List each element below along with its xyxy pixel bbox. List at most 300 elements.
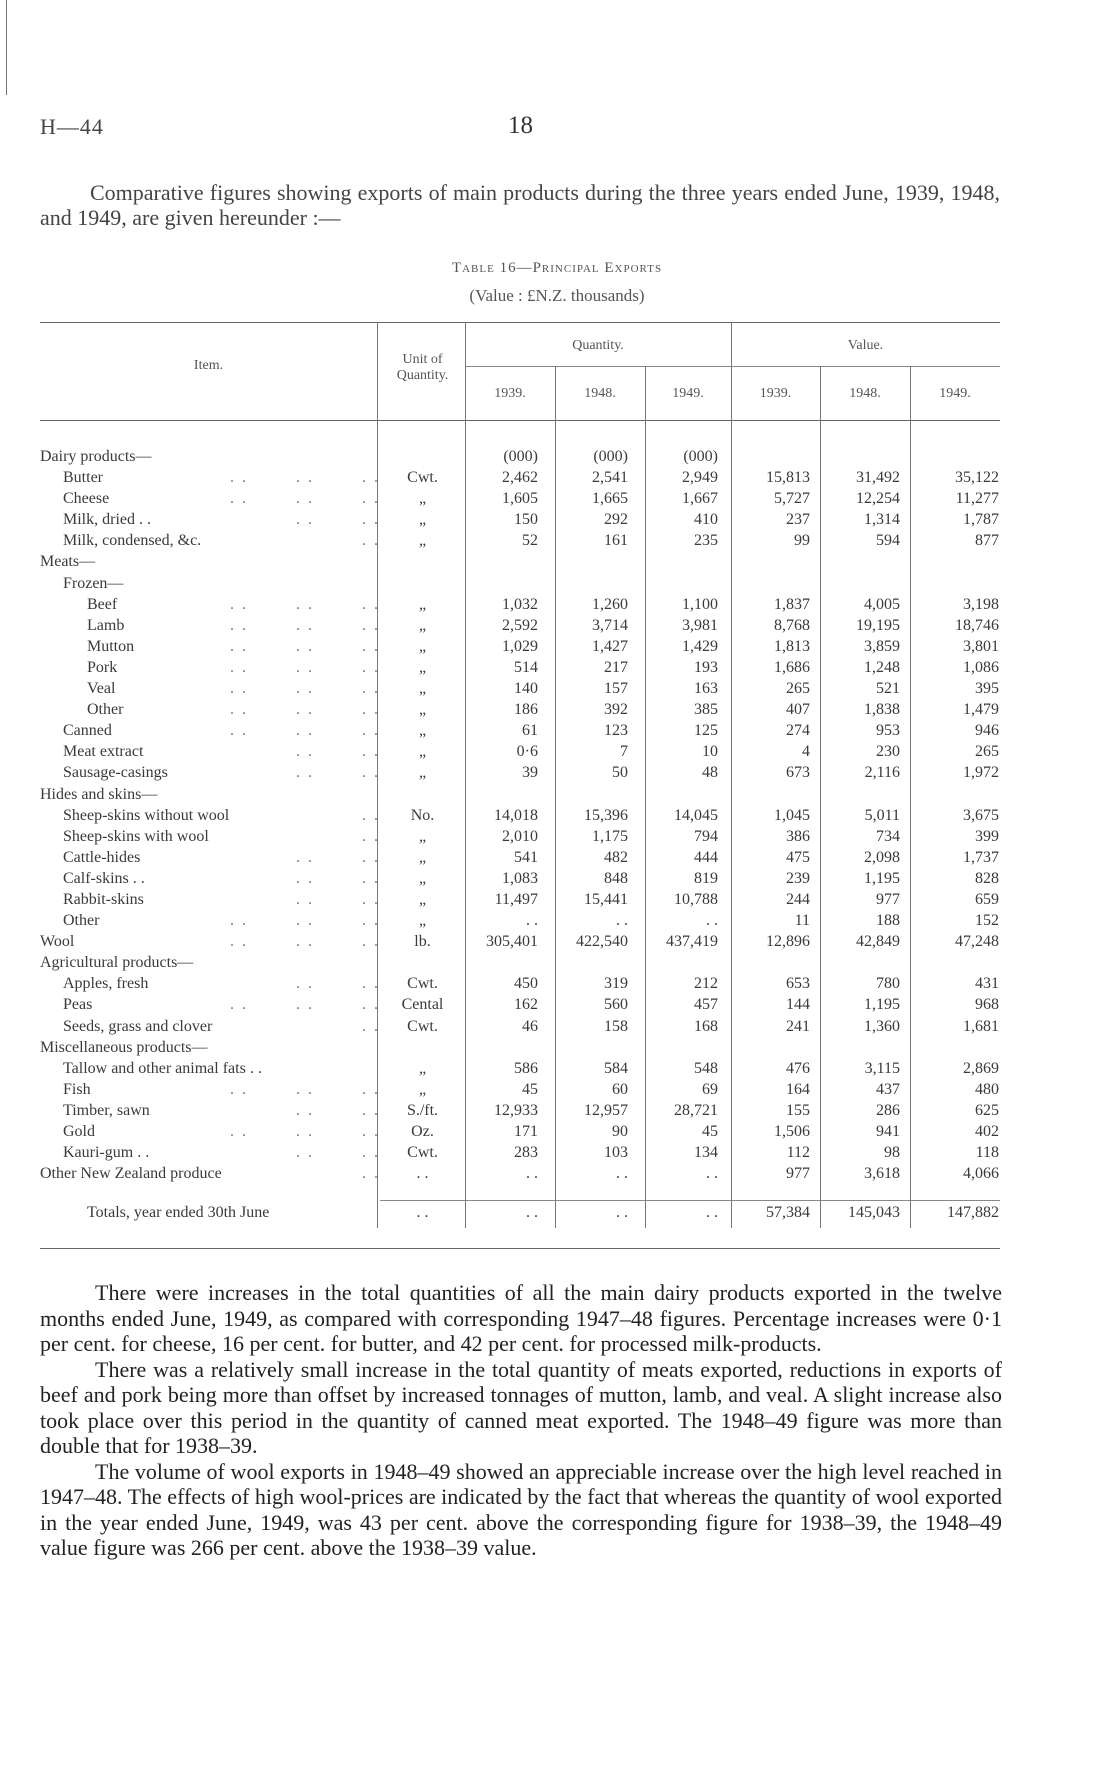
row-value-1939: 5,727	[774, 490, 810, 508]
row-value-1949: 1,681	[963, 1017, 999, 1035]
row-quantity-1948: 482	[604, 848, 628, 866]
row-value-1948: 19,195	[856, 616, 900, 634]
row-item: Other	[87, 701, 124, 719]
row-value-1939: 977	[786, 1165, 810, 1183]
row-quantity-1949: 163	[694, 680, 718, 698]
row-quantity-1948: 1,175	[592, 827, 628, 845]
header-unit: Unit of Quantity.	[396, 352, 449, 383]
row-value-1949: 1,479	[963, 701, 999, 719]
row-value-1948: 437	[876, 1080, 900, 1098]
row-item: Cattle-hides	[63, 848, 141, 866]
row-value-1939: 386	[786, 827, 810, 845]
table-row	[40, 446, 1000, 467]
table-row	[40, 868, 1000, 889]
row-value-1939: 8,768	[774, 616, 810, 634]
row-quantity-1949: 48	[702, 764, 718, 782]
row-quantity-1948: 1,260	[592, 595, 628, 613]
row-leader-dots: . . . . . .	[230, 595, 380, 613]
row-value-1949: 118	[975, 1144, 999, 1162]
header-quantity: Quantity.	[572, 338, 624, 353]
table-subtitle: (Value : £N.Z. thousands)	[469, 286, 645, 305]
header-year: 1948.	[584, 386, 616, 401]
row-quantity-1939: 450	[514, 975, 538, 993]
row-quantity-1939: 2,462	[502, 469, 538, 487]
row-value-1948: 1,838	[864, 701, 900, 719]
page-number: 18	[508, 112, 533, 139]
row-quantity-1948: 15,441	[584, 890, 628, 908]
row-value-1939: 1,506	[774, 1123, 810, 1140]
row-item: Sausage-casings	[63, 764, 168, 782]
row-item: Seeds, grass and clover	[63, 1017, 213, 1035]
table-top-rule	[40, 322, 1000, 323]
row-value-1949: 431	[975, 975, 999, 993]
row-item: Butter	[63, 469, 103, 487]
row-leader-dots: . . . . . .	[230, 996, 380, 1014]
row-quantity-1939: 586	[514, 1059, 538, 1077]
table-row	[40, 1016, 1000, 1037]
margin-rule	[6, 0, 7, 95]
row-value-1939: 653	[786, 975, 810, 993]
row-quantity-1939: 1,029	[502, 637, 538, 655]
row-unit: lb.	[414, 933, 431, 951]
table-row	[40, 509, 1000, 530]
row-quantity-1939: . .	[526, 912, 538, 930]
row-leader-dots: . . . .	[296, 869, 380, 887]
table-row	[40, 1163, 1000, 1184]
row-quantity-1949: 193	[694, 658, 718, 676]
totals-rule	[380, 1200, 1000, 1201]
table-row	[40, 699, 1000, 720]
row-quantity-1948: 60	[612, 1080, 628, 1098]
row-quantity-1949: 410	[694, 511, 718, 529]
row-leader-dots: . . . . . .	[230, 701, 380, 719]
row-value-1939: 164	[786, 1080, 810, 1098]
row-value-1949: 152	[975, 912, 999, 930]
row-quantity-1939: 150	[514, 511, 538, 529]
row-quantity-1948: 319	[604, 975, 628, 993]
totals-q49: . .	[706, 1204, 718, 1221]
table-row	[40, 594, 1000, 615]
row-leader-dots: . . . .	[296, 1144, 380, 1162]
table-row	[40, 720, 1000, 741]
row-quantity-1939: 1,032	[502, 595, 538, 613]
row-value-1949: 877	[975, 532, 999, 550]
row-item: Other	[63, 912, 100, 930]
row-value-1948: 3,115	[864, 1059, 900, 1077]
row-quantity-1939: 39	[522, 764, 538, 782]
row-value-1948: 734	[876, 827, 900, 845]
table-row	[40, 657, 1000, 678]
row-quantity-1939: (000)	[503, 448, 538, 465]
table-row	[40, 1058, 1000, 1079]
row-value-1948: 5,011	[864, 806, 900, 824]
row-unit: „	[418, 595, 427, 613]
row-value-1948: 3,618	[864, 1165, 900, 1183]
table-row	[40, 1121, 1000, 1142]
row-item: Dairy products—	[40, 448, 152, 465]
row-quantity-1948: 161	[604, 532, 628, 550]
row-value-1939: 1,813	[774, 637, 810, 655]
row-quantity-1949: 125	[694, 722, 718, 740]
row-unit: Cwt.	[407, 469, 438, 487]
row-value-1948: 2,116	[864, 764, 900, 782]
row-value-1939: 1,686	[774, 658, 810, 676]
row-quantity-1949: 14,045	[674, 806, 718, 824]
row-unit: „	[418, 743, 427, 761]
row-quantity-1948: 217	[604, 658, 628, 676]
row-leader-dots: . . . . . .	[230, 658, 380, 676]
row-value-1949: 1,972	[963, 764, 999, 782]
row-quantity-1948: 292	[604, 511, 628, 529]
row-item: Milk, dried . .	[63, 511, 151, 529]
row-item: Sheep-skins with wool	[63, 827, 209, 845]
totals-q39: . .	[526, 1204, 538, 1221]
table-row	[40, 636, 1000, 657]
row-value-1949: 659	[975, 890, 999, 908]
row-quantity-1939: 46	[522, 1017, 538, 1035]
row-value-1939: 112	[786, 1144, 810, 1162]
row-quantity-1948: 848	[604, 869, 628, 887]
table-row	[40, 741, 1000, 762]
row-quantity-1948: . .	[616, 912, 628, 930]
row-quantity-1949: 444	[694, 848, 718, 866]
row-quantity-1948: 422,540	[576, 933, 628, 951]
row-quantity-1949: 134	[694, 1144, 718, 1162]
table-row	[40, 1142, 1000, 1163]
row-value-1948: 1,248	[864, 658, 900, 676]
totals-q48: . .	[616, 1204, 628, 1221]
row-value-1949: 18,746	[955, 616, 999, 634]
row-quantity-1949: 28,721	[674, 1101, 718, 1119]
row-value-1948: 1,360	[864, 1017, 900, 1035]
row-leader-dots: . .	[362, 806, 380, 824]
row-quantity-1949: . .	[706, 1165, 718, 1183]
row-value-1949: 3,198	[963, 595, 999, 613]
row-item: Calf-skins . .	[63, 869, 145, 887]
row-quantity-1948: 7	[620, 743, 628, 761]
row-item: Milk, condensed, &c.	[63, 532, 202, 550]
totals-row	[40, 1204, 1000, 1228]
row-value-1948: 1,195	[864, 869, 900, 887]
row-leader-dots: . . . .	[296, 1101, 380, 1119]
intro-paragraph: Comparative figures showing exports of main products during the three years ended June, 1939, 1948, and 1949, are given hereunder :—	[40, 180, 1000, 230]
row-value-1939: 673	[786, 764, 810, 782]
row-quantity-1939: 541	[514, 848, 538, 866]
header-year: 1939.	[759, 386, 792, 401]
row-value-1948: 3,859	[864, 637, 900, 655]
row-quantity-1949: 168	[694, 1017, 718, 1035]
row-quantity-1949: 548	[694, 1059, 718, 1077]
row-value-1949: 625	[975, 1101, 999, 1119]
row-quantity-1939: 514	[514, 658, 538, 676]
row-unit: „	[418, 658, 427, 676]
row-value-1939: 4	[802, 743, 810, 761]
row-quantity-1948: 584	[604, 1059, 628, 1077]
row-leader-dots: . . . . . .	[230, 616, 380, 634]
row-item: Other New Zealand produce	[40, 1165, 222, 1183]
row-quantity-1949: 385	[694, 701, 718, 719]
table-row	[40, 530, 1000, 551]
row-value-1939: 265	[786, 680, 810, 698]
row-quantity-1949: 437,419	[666, 933, 718, 951]
row-unit: „	[418, 490, 427, 508]
row-quantity-1939: 140	[514, 680, 538, 698]
totals-v48: 145,043	[848, 1204, 900, 1221]
paragraph: The volume of wool exports in 1948–49 showed an appreciable increase over the high level reached in 1947–48. The effects of high wool-prices are indicated by the fact that whereas the quantity of wool exported in the year ended June, 1949, was 43 per cent. above the corresponding figure for 1938–39, the 1948–49 value figure was 266 per cent. above the 1938–39 value.	[40, 1458, 1002, 1560]
row-unit: Cwt.	[407, 1144, 438, 1162]
row-quantity-1949: 794	[694, 827, 718, 845]
row-quantity-1939: 283	[514, 1144, 538, 1162]
table-row	[40, 784, 1000, 805]
row-item: Beef	[87, 595, 118, 613]
row-quantity-1949: 45	[702, 1123, 718, 1140]
row-quantity-1949: 69	[702, 1080, 718, 1098]
row-item: Lamb	[87, 616, 125, 634]
row-item: Fish	[63, 1080, 91, 1098]
row-value-1949: 1,737	[963, 848, 999, 866]
row-quantity-1949: 212	[694, 975, 718, 993]
row-leader-dots: . . . .	[296, 890, 380, 908]
row-quantity-1948: 392	[604, 701, 628, 719]
row-item: Timber, sawn	[63, 1101, 150, 1119]
row-item: Kauri-gum . .	[63, 1144, 150, 1162]
row-item: Mutton	[87, 637, 135, 655]
row-leader-dots: . . . .	[296, 511, 380, 529]
row-value-1948: 188	[876, 912, 900, 930]
row-unit: „	[418, 511, 427, 529]
row-value-1948: 594	[876, 532, 900, 550]
row-value-1939: 144	[786, 996, 810, 1014]
totals-v39: 57,384	[766, 1204, 810, 1221]
row-value-1939: 244	[786, 890, 810, 908]
row-value-1949: 3,675	[963, 806, 999, 824]
row-quantity-1948: 103	[604, 1144, 628, 1162]
row-quantity-1949: 1,100	[682, 595, 718, 613]
row-leader-dots: . . . . . .	[230, 490, 380, 508]
row-value-1939: 476	[786, 1059, 810, 1077]
row-value-1949: 4,066	[963, 1165, 999, 1183]
table-row	[40, 678, 1000, 699]
row-quantity-1949: 457	[694, 996, 718, 1014]
row-value-1939: 11	[794, 912, 810, 930]
table-row	[40, 889, 1000, 910]
row-item: Wool	[40, 933, 75, 951]
row-unit: „	[418, 890, 427, 908]
row-leader-dots: . . . . . .	[230, 1123, 380, 1140]
row-quantity-1949: 2,949	[682, 469, 718, 487]
row-value-1949: 480	[975, 1080, 999, 1098]
row-value-1948: 941	[876, 1123, 900, 1140]
row-quantity-1949: 10	[702, 743, 718, 761]
paragraph: There was a relatively small increase in the total quantity of meats exported, reductions in exports of beef and pork being more than offset by increased tonnages of mutton, lamb, and veal. A slight increase also took place over this period in the quantity of canned meat exported. The 1948–49 figure was more than double that for 1938–39.	[40, 1356, 1002, 1458]
row-unit: „	[418, 912, 427, 930]
table-row	[40, 488, 1000, 509]
table-row	[40, 762, 1000, 783]
row-unit: . .	[416, 1165, 429, 1183]
row-value-1939: 1,837	[774, 595, 810, 613]
row-value-1948: 780	[876, 975, 900, 993]
row-quantity-1949: 235	[694, 532, 718, 550]
row-leader-dots: . . . . . .	[230, 933, 380, 951]
row-quantity-1948: 3,714	[592, 616, 628, 634]
table-row	[40, 847, 1000, 868]
row-value-1949: 828	[975, 869, 999, 887]
table-row	[40, 994, 1000, 1015]
table-bottom-rule	[40, 1248, 1000, 1249]
header-bottom-rule	[40, 420, 1000, 421]
row-item: Apples, fresh	[63, 975, 149, 993]
row-quantity-1948: 1,665	[592, 490, 628, 508]
row-quantity-1949: 819	[694, 869, 718, 887]
row-quantity-1948: . .	[616, 1165, 628, 1183]
row-unit: „	[418, 764, 427, 782]
row-quantity-1939: 1,605	[502, 490, 538, 508]
row-value-1948: 98	[884, 1144, 900, 1162]
row-value-1948: 953	[876, 722, 900, 740]
row-value-1949: 946	[975, 722, 999, 740]
row-item: Hides and skins—	[40, 785, 158, 803]
row-quantity-1948: 158	[604, 1017, 628, 1035]
table-row	[40, 910, 1000, 931]
body-text	[40, 1280, 1002, 1561]
row-quantity-1939: 171	[514, 1123, 538, 1140]
row-quantity-1939: 45	[522, 1080, 538, 1098]
table-row	[40, 973, 1000, 994]
row-quantity-1949: 1,429	[682, 637, 718, 655]
row-quantity-1948: 560	[604, 996, 628, 1014]
row-quantity-1948: 15,396	[584, 806, 628, 824]
row-value-1939: 274	[786, 722, 810, 740]
row-item: Meats—	[40, 553, 96, 571]
row-leader-dots: . . . .	[296, 975, 380, 993]
row-leader-dots: . .	[362, 532, 380, 550]
table-row	[40, 931, 1000, 952]
row-unit: „	[418, 680, 427, 698]
row-value-1948: 286	[876, 1101, 900, 1119]
row-unit: No.	[410, 806, 435, 824]
row-unit: „	[418, 701, 427, 719]
row-value-1948: 31,492	[856, 469, 900, 487]
row-item: Agricultural products—	[40, 954, 194, 972]
row-value-1939: 99	[794, 532, 810, 550]
row-leader-dots: . . . . . .	[230, 680, 380, 698]
table-title: Table 16—Principal Exports	[451, 260, 663, 276]
row-quantity-1948: 157	[604, 680, 628, 698]
row-quantity-1939: 186	[514, 701, 538, 719]
row-value-1949: 1,787	[963, 511, 999, 529]
table-row	[40, 551, 1000, 572]
row-item: Gold	[63, 1123, 95, 1140]
row-leader-dots: . . . .	[296, 848, 380, 866]
row-quantity-1948: 1,427	[592, 637, 628, 655]
row-quantity-1949: . .	[706, 912, 718, 930]
row-unit: „	[418, 616, 427, 634]
table-row	[40, 615, 1000, 636]
row-quantity-1939: 305,401	[486, 933, 538, 951]
row-leader-dots: . . . . . .	[230, 1080, 380, 1098]
table-row	[40, 952, 1000, 973]
header-item: Item.	[193, 358, 224, 373]
row-value-1939: 407	[786, 701, 810, 719]
row-value-1948: 977	[876, 890, 900, 908]
row-value-1949: 3,801	[963, 637, 999, 655]
row-quantity-1948: (000)	[593, 448, 628, 465]
row-unit: Cwt.	[407, 1017, 438, 1035]
row-unit: „	[418, 637, 427, 655]
row-quantity-1939: 2,010	[502, 827, 538, 845]
paragraph: There were increases in the total quantities of all the main dairy products exported in the twelve months ended June, 1949, as compared with corresponding 1947–48 figures. Percentage increases were 0·1 per cent. for cheese, 16 per cent. for butter, and 42 per cent. for processed milk-products.	[40, 1280, 1002, 1356]
row-leader-dots: . . . . . .	[230, 469, 380, 487]
row-leader-dots: . .	[362, 827, 380, 845]
row-leader-dots: . .	[362, 1017, 380, 1035]
document-reference: H—44	[40, 114, 104, 139]
row-quantity-1939: 61	[522, 722, 538, 740]
header-year: 1948.	[849, 386, 881, 401]
row-value-1949: 11,277	[955, 490, 999, 508]
row-quantity-1939: 14,018	[494, 806, 538, 824]
row-value-1939: 237	[786, 511, 810, 529]
row-quantity-1939: . .	[526, 1165, 538, 1183]
row-unit: „	[418, 1080, 427, 1098]
row-value-1948: 1,195	[864, 996, 900, 1014]
table-row	[40, 1037, 1000, 1058]
header-mid-rule	[465, 366, 1000, 367]
row-value-1939: 15,813	[766, 469, 810, 487]
row-value-1949: 395	[975, 680, 999, 698]
row-unit: „	[418, 1059, 427, 1077]
row-item: Sheep-skins without wool	[63, 806, 230, 824]
row-unit: S./ft.	[406, 1101, 439, 1119]
row-item: Cheese	[63, 490, 110, 508]
row-value-1949: 1,086	[963, 658, 999, 676]
row-leader-dots: . . . . . .	[230, 722, 380, 740]
row-quantity-1948: 90	[612, 1123, 628, 1140]
row-quantity-1949: 1,667	[682, 490, 718, 508]
row-leader-dots: . . . . . .	[230, 637, 380, 655]
row-quantity-1949: 3,981	[682, 616, 718, 634]
row-value-1948: 2,098	[864, 848, 900, 866]
row-item: Peas	[63, 996, 93, 1014]
row-unit: Oz.	[411, 1123, 434, 1140]
header-year: 1949.	[939, 386, 971, 401]
totals-v49: 147,882	[947, 1204, 999, 1221]
row-quantity-1939: 52	[522, 532, 538, 550]
row-quantity-1939: 12,933	[494, 1101, 538, 1119]
row-unit: „	[418, 848, 427, 866]
row-value-1948: 4,005	[864, 595, 900, 613]
totals-unit: . .	[416, 1204, 429, 1221]
header-value: Value.	[847, 338, 884, 353]
table-row	[40, 826, 1000, 847]
row-value-1949: 2,869	[963, 1059, 999, 1077]
row-value-1939: 155	[786, 1101, 810, 1119]
row-item: Miscellaneous products—	[40, 1038, 208, 1056]
row-item: Veal	[87, 680, 116, 698]
table-row	[40, 805, 1000, 826]
row-item: Frozen—	[63, 574, 124, 592]
row-value-1948: 521	[876, 680, 900, 698]
row-quantity-1948: 12,957	[584, 1101, 628, 1119]
row-unit: „	[418, 532, 427, 550]
row-value-1948: 12,254	[856, 490, 900, 508]
row-quantity-1939: 162	[514, 996, 538, 1014]
header-year: 1939.	[494, 386, 526, 401]
row-value-1949: 968	[975, 996, 999, 1014]
row-quantity-1949: 10,788	[674, 890, 718, 908]
row-unit: „	[418, 722, 427, 740]
row-leader-dots: . .	[362, 1165, 380, 1183]
row-unit: „	[418, 869, 427, 887]
